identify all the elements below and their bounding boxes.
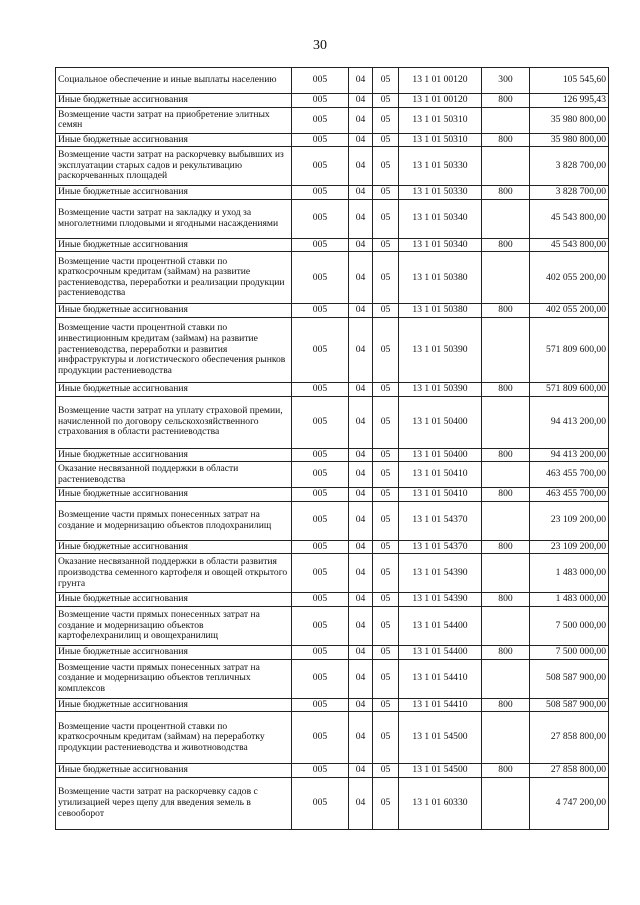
expense-type-code <box>482 199 530 238</box>
target-article-code: 13 1 01 54390 <box>399 554 482 593</box>
table-row <box>56 147 609 186</box>
target-article-code: 13 1 01 54400 <box>399 606 482 645</box>
subsection-code: 05 <box>373 593 399 607</box>
target-article-code: 13 1 01 54410 <box>399 659 482 698</box>
ministry-code: 005 <box>292 396 349 448</box>
row-description: Возмещение части процентной ставки по краткосрочным кредитам (займам) на развитие растениеводства, переработки и реализации продукции растениеводства <box>56 252 292 304</box>
amount: 508 587 900,00 <box>530 659 609 698</box>
ministry-code: 005 <box>292 712 349 764</box>
amount: 23 109 200,00 <box>530 501 609 540</box>
expense-type-code <box>482 712 530 764</box>
table-row <box>56 554 609 593</box>
subsection-code: 05 <box>373 698 399 712</box>
subsection-code: 05 <box>373 448 399 462</box>
amount: 27 858 800,00 <box>530 712 609 764</box>
ministry-code: 005 <box>292 698 349 712</box>
row-description: Возмещение части затрат на уплату страховой премии, начисленной по договору сельскохозяйственного страхования в области растениеводства <box>56 396 292 448</box>
expense-type-code <box>482 252 530 304</box>
expense-type-code: 800 <box>482 448 530 462</box>
ministry-code: 005 <box>292 133 349 147</box>
target-article-code: 13 1 01 50310 <box>399 107 482 133</box>
table-row <box>56 199 609 238</box>
ministry-code: 005 <box>292 147 349 186</box>
subsection-code: 05 <box>373 382 399 396</box>
subsection-code: 05 <box>373 554 399 593</box>
target-article-code: 13 1 01 50400 <box>399 396 482 448</box>
expense-type-code <box>482 147 530 186</box>
row-description: Иные бюджетные ассигнования <box>56 382 292 396</box>
expense-type-code <box>482 659 530 698</box>
target-article-code: 13 1 01 50410 <box>399 462 482 488</box>
subsection-code: 05 <box>373 252 399 304</box>
expense-type-code <box>482 606 530 645</box>
budget-table-body <box>56 68 609 830</box>
ministry-code: 005 <box>292 777 349 829</box>
ministry-code: 005 <box>292 107 349 133</box>
expense-type-code: 800 <box>482 94 530 108</box>
expense-type-code <box>482 396 530 448</box>
row-description: Иные бюджетные ассигнования <box>56 540 292 554</box>
expense-type-code <box>482 462 530 488</box>
amount: 571 809 600,00 <box>530 317 609 382</box>
row-description: Иные бюджетные ассигнования <box>56 186 292 200</box>
amount: 7 500 000,00 <box>530 606 609 645</box>
row-description: Социальное обеспечение и иные выплаты населению <box>56 68 292 94</box>
ministry-code: 005 <box>292 94 349 108</box>
target-article-code: 13 1 01 54500 <box>399 712 482 764</box>
subsection-code: 05 <box>373 94 399 108</box>
target-article-code: 13 1 01 54400 <box>399 645 482 659</box>
subsection-code: 05 <box>373 777 399 829</box>
amount: 27 858 800,00 <box>530 764 609 778</box>
expense-type-code: 800 <box>482 540 530 554</box>
table-row <box>56 462 609 488</box>
ministry-code: 005 <box>292 186 349 200</box>
target-article-code: 13 1 01 50380 <box>399 304 482 318</box>
table-row <box>56 540 609 554</box>
subsection-code: 05 <box>373 186 399 200</box>
expense-type-code: 800 <box>482 382 530 396</box>
target-article-code: 13 1 01 50340 <box>399 199 482 238</box>
target-article-code: 13 1 01 00120 <box>399 94 482 108</box>
amount: 105 545,60 <box>530 68 609 94</box>
section-code: 04 <box>349 448 373 462</box>
section-code: 04 <box>349 107 373 133</box>
row-description: Возмещение части прямых понесенных затрат на создание и модернизацию объектов картофелехранилищ и овощехранилищ <box>56 606 292 645</box>
subsection-code: 05 <box>373 238 399 252</box>
table-row <box>56 107 609 133</box>
ministry-code: 005 <box>292 252 349 304</box>
expense-type-code <box>482 777 530 829</box>
table-row <box>56 777 609 829</box>
section-code: 04 <box>349 94 373 108</box>
section-code: 04 <box>349 712 373 764</box>
section-code: 04 <box>349 488 373 502</box>
table-row <box>56 488 609 502</box>
section-code: 04 <box>349 462 373 488</box>
row-description: Иные бюджетные ассигнования <box>56 488 292 502</box>
target-article-code: 13 1 01 50400 <box>399 448 482 462</box>
ministry-code: 005 <box>292 317 349 382</box>
table-row <box>56 304 609 318</box>
expense-type-code: 800 <box>482 488 530 502</box>
amount: 1 483 000,00 <box>530 554 609 593</box>
subsection-code: 05 <box>373 199 399 238</box>
subsection-code: 05 <box>373 107 399 133</box>
subsection-code: 05 <box>373 488 399 502</box>
section-code: 04 <box>349 593 373 607</box>
section-code: 04 <box>349 540 373 554</box>
page-number: 30 <box>313 38 327 53</box>
target-article-code: 13 1 01 00120 <box>399 68 482 94</box>
target-article-code: 13 1 01 54500 <box>399 764 482 778</box>
ministry-code: 005 <box>292 645 349 659</box>
subsection-code: 05 <box>373 501 399 540</box>
row-description: Возмещение части затрат на приобретение элитных семян <box>56 107 292 133</box>
ministry-code: 005 <box>292 606 349 645</box>
expense-type-code: 800 <box>482 593 530 607</box>
amount: 1 483 000,00 <box>530 593 609 607</box>
table-row <box>56 94 609 108</box>
row-description: Иные бюджетные ассигнования <box>56 133 292 147</box>
subsection-code: 05 <box>373 396 399 448</box>
expense-type-code <box>482 107 530 133</box>
target-article-code: 13 1 01 50390 <box>399 382 482 396</box>
amount: 45 543 800,00 <box>530 238 609 252</box>
subsection-code: 05 <box>373 712 399 764</box>
amount: 3 828 700,00 <box>530 186 609 200</box>
target-article-code: 13 1 01 50390 <box>399 317 482 382</box>
target-article-code: 13 1 01 50410 <box>399 488 482 502</box>
row-description: Возмещение части прямых понесенных затрат на создание и модернизацию объектов тепличных комплексов <box>56 659 292 698</box>
subsection-code: 05 <box>373 645 399 659</box>
section-code: 04 <box>349 698 373 712</box>
table-row <box>56 501 609 540</box>
amount: 94 413 200,00 <box>530 396 609 448</box>
section-code: 04 <box>349 382 373 396</box>
section-code: 04 <box>349 659 373 698</box>
amount: 35 980 800,00 <box>530 133 609 147</box>
row-description: Иные бюджетные ассигнования <box>56 238 292 252</box>
row-description: Иные бюджетные ассигнования <box>56 593 292 607</box>
ministry-code: 005 <box>292 554 349 593</box>
ministry-code: 005 <box>292 448 349 462</box>
amount: 35 980 800,00 <box>530 107 609 133</box>
table-row <box>56 133 609 147</box>
table-row <box>56 396 609 448</box>
ministry-code: 005 <box>292 488 349 502</box>
row-description: Иные бюджетные ассигнования <box>56 698 292 712</box>
table-row <box>56 238 609 252</box>
row-description: Иные бюджетные ассигнования <box>56 448 292 462</box>
row-description: Иные бюджетные ассигнования <box>56 764 292 778</box>
target-article-code: 13 1 01 50340 <box>399 238 482 252</box>
expense-type-code: 800 <box>482 186 530 200</box>
table-row <box>56 764 609 778</box>
expense-type-code <box>482 554 530 593</box>
ministry-code: 005 <box>292 593 349 607</box>
target-article-code: 13 1 01 54410 <box>399 698 482 712</box>
expense-type-code: 800 <box>482 764 530 778</box>
expense-type-code: 800 <box>482 304 530 318</box>
amount: 23 109 200,00 <box>530 540 609 554</box>
row-description: Возмещение части затрат на раскорчевку садов с утилизацией через щепу для введения земель в севооборот <box>56 777 292 829</box>
table-row <box>56 659 609 698</box>
expense-type-code <box>482 317 530 382</box>
subsection-code: 05 <box>373 68 399 94</box>
subsection-code: 05 <box>373 147 399 186</box>
section-code: 04 <box>349 304 373 318</box>
row-description: Иные бюджетные ассигнования <box>56 304 292 318</box>
table-row <box>56 606 609 645</box>
target-article-code: 13 1 01 50330 <box>399 186 482 200</box>
row-description: Возмещение части процентной ставки по краткосрочным кредитам (займам) на переработку продукции растениеводства и животноводства <box>56 712 292 764</box>
row-description: Возмещение части затрат на раскорчевку выбывших из эксплуатации старых садов и рекультивацию раскорчеванных площадей <box>56 147 292 186</box>
row-description: Оказание несвязанной поддержки в области растениеводства <box>56 462 292 488</box>
subsection-code: 05 <box>373 317 399 382</box>
section-code: 04 <box>349 147 373 186</box>
ministry-code: 005 <box>292 501 349 540</box>
ministry-code: 005 <box>292 462 349 488</box>
row-description: Иные бюджетные ассигнования <box>56 645 292 659</box>
amount: 94 413 200,00 <box>530 448 609 462</box>
expense-type-code: 800 <box>482 645 530 659</box>
amount: 4 747 200,00 <box>530 777 609 829</box>
ministry-code: 005 <box>292 304 349 318</box>
target-article-code: 13 1 01 54370 <box>399 501 482 540</box>
table-row <box>56 68 609 94</box>
table-row <box>56 448 609 462</box>
row-description: Иные бюджетные ассигнования <box>56 94 292 108</box>
target-article-code: 13 1 01 50310 <box>399 133 482 147</box>
section-code: 04 <box>349 252 373 304</box>
amount: 126 995,43 <box>530 94 609 108</box>
subsection-code: 05 <box>373 540 399 554</box>
section-code: 04 <box>349 501 373 540</box>
subsection-code: 05 <box>373 659 399 698</box>
target-article-code: 13 1 01 60330 <box>399 777 482 829</box>
amount: 402 055 200,00 <box>530 252 609 304</box>
ministry-code: 005 <box>292 764 349 778</box>
section-code: 04 <box>349 68 373 94</box>
amount: 571 809 600,00 <box>530 382 609 396</box>
amount: 463 455 700,00 <box>530 462 609 488</box>
section-code: 04 <box>349 238 373 252</box>
table-row <box>56 186 609 200</box>
amount: 45 543 800,00 <box>530 199 609 238</box>
amount: 7 500 000,00 <box>530 645 609 659</box>
row-description: Возмещение части прямых понесенных затрат на создание и модернизацию объектов плодохранилищ <box>56 501 292 540</box>
table-row <box>56 317 609 382</box>
expense-type-code: 800 <box>482 238 530 252</box>
section-code: 04 <box>349 396 373 448</box>
target-article-code: 13 1 01 50380 <box>399 252 482 304</box>
expense-type-code: 800 <box>482 133 530 147</box>
amount: 508 587 900,00 <box>530 698 609 712</box>
ministry-code: 005 <box>292 199 349 238</box>
section-code: 04 <box>349 777 373 829</box>
amount: 463 455 700,00 <box>530 488 609 502</box>
expense-type-code: 800 <box>482 698 530 712</box>
subsection-code: 05 <box>373 764 399 778</box>
section-code: 04 <box>349 554 373 593</box>
ministry-code: 005 <box>292 68 349 94</box>
table-row <box>56 593 609 607</box>
table-row <box>56 252 609 304</box>
section-code: 04 <box>349 764 373 778</box>
budget-table <box>55 67 609 830</box>
section-code: 04 <box>349 606 373 645</box>
subsection-code: 05 <box>373 462 399 488</box>
amount: 402 055 200,00 <box>530 304 609 318</box>
target-article-code: 13 1 01 54390 <box>399 593 482 607</box>
ministry-code: 005 <box>292 659 349 698</box>
subsection-code: 05 <box>373 133 399 147</box>
ministry-code: 005 <box>292 540 349 554</box>
expense-type-code <box>482 501 530 540</box>
table-row <box>56 645 609 659</box>
section-code: 04 <box>349 645 373 659</box>
amount: 3 828 700,00 <box>530 147 609 186</box>
row-description: Оказание несвязанной поддержки в области развития производства семенного картофеля и овощей открытого грунта <box>56 554 292 593</box>
section-code: 04 <box>349 186 373 200</box>
target-article-code: 13 1 01 50330 <box>399 147 482 186</box>
row-description: Возмещение части процентной ставки по инвестиционным кредитам (займам) на развитие растениеводства, переработки и развития инфраструктуры и логистического обеспечения рынков продукции растениеводства <box>56 317 292 382</box>
target-article-code: 13 1 01 54370 <box>399 540 482 554</box>
subsection-code: 05 <box>373 606 399 645</box>
table-row <box>56 698 609 712</box>
ministry-code: 005 <box>292 238 349 252</box>
table-row <box>56 712 609 764</box>
expense-type-code: 300 <box>482 68 530 94</box>
row-description: Возмещение части затрат на закладку и уход за многолетними плодовыми и ягодными насаждениями <box>56 199 292 238</box>
section-code: 04 <box>349 317 373 382</box>
table-row <box>56 382 609 396</box>
section-code: 04 <box>349 199 373 238</box>
ministry-code: 005 <box>292 382 349 396</box>
subsection-code: 05 <box>373 304 399 318</box>
section-code: 04 <box>349 133 373 147</box>
